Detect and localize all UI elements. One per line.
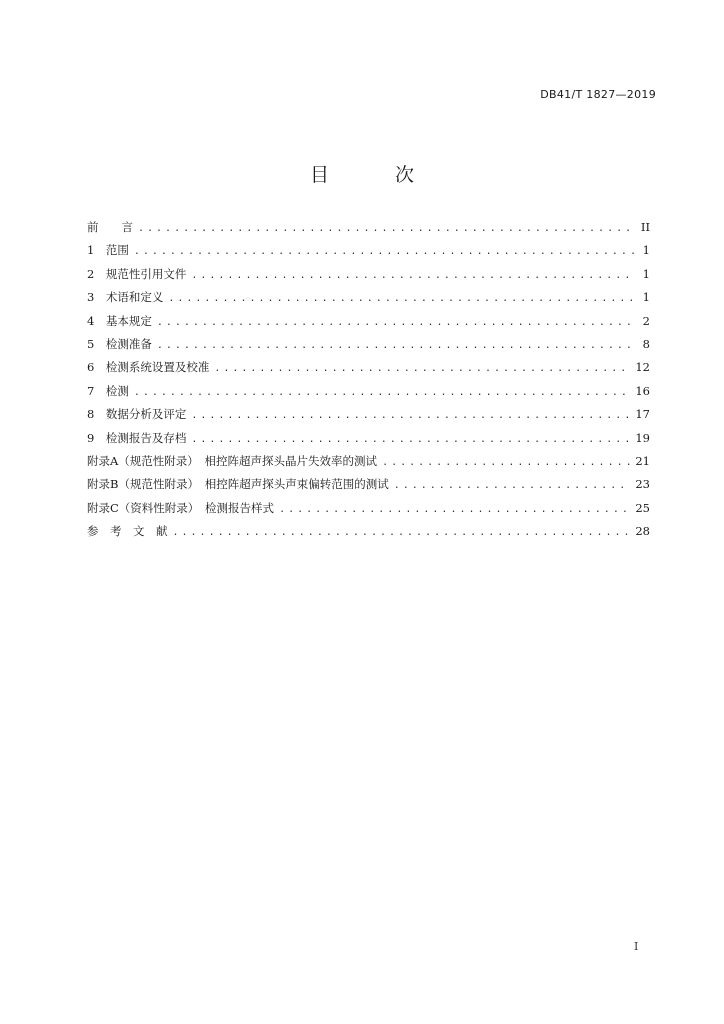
toc-page-number: 1: [642, 266, 650, 281]
toc-page-number: 8: [642, 336, 650, 351]
toc-label: 8 数据分析及评定: [87, 407, 187, 422]
toc-page-number: 1: [642, 290, 650, 305]
document-code: DB41/T 1827—2019: [540, 88, 656, 101]
toc-leader-dots: [138, 223, 635, 234]
toc-page-number: II: [640, 220, 650, 234]
toc-item-appendix-b[interactable]: [87, 476, 650, 499]
toc-page-number: 21: [635, 453, 650, 468]
toc-leader-dots: [382, 457, 630, 468]
toc-page-number: 25: [635, 500, 650, 515]
toc-leader-dots: [394, 480, 631, 491]
toc-label: 3 术语和定义: [87, 290, 164, 305]
toc-page-number: 19: [635, 430, 650, 445]
toc-label: 4 基本规定: [87, 313, 152, 328]
toc-leader-dots: [173, 527, 631, 538]
toc-item-system-setup-calibration[interactable]: [87, 359, 650, 382]
toc-label: 2 规范性引用文件: [87, 266, 187, 281]
toc-leader-dots: [191, 434, 630, 445]
toc-item-report-archiving[interactable]: [87, 430, 650, 453]
toc-page-number: 16: [635, 383, 650, 398]
toc-item-bibliography[interactable]: [87, 523, 650, 546]
toc-item-basic-provisions[interactable]: [87, 313, 650, 336]
toc-label: 7 检测: [87, 383, 129, 398]
toc-item-scope[interactable]: [87, 242, 650, 265]
toc-page-number: 2: [642, 313, 650, 328]
toc-leader-dots: [157, 317, 635, 328]
toc-label: 9 检测报告及存档: [87, 430, 187, 445]
page-title: 目 次: [309, 164, 445, 186]
toc-item-appendix-a[interactable]: [87, 453, 650, 476]
toc-item-normative-references[interactable]: [87, 266, 650, 289]
toc-item-inspection[interactable]: [87, 383, 650, 406]
toc-item-appendix-c[interactable]: [87, 500, 650, 523]
toc-item-terms-definitions[interactable]: [87, 289, 650, 312]
toc-label: 1 范围: [87, 243, 129, 258]
toc-leader-dots: [157, 340, 635, 351]
table-of-contents: [87, 219, 650, 546]
toc-leader-dots: [191, 270, 635, 281]
toc-leader-dots: [168, 293, 635, 304]
toc-item-data-analysis[interactable]: [87, 406, 650, 429]
toc-page-number: 23: [635, 477, 650, 492]
toc-item-preface[interactable]: [87, 219, 650, 242]
toc-item-inspection-preparation[interactable]: [87, 336, 650, 359]
toc-page-number: 12: [635, 360, 650, 375]
toc-label: 附录B（规范性附录） 相控阵超声探头声束偏转范围的测试: [87, 477, 389, 492]
toc-page-number: 1: [642, 243, 650, 258]
toc-page-number: 28: [635, 524, 650, 539]
toc-leader-dots: [134, 387, 631, 398]
toc-leader-dots: [214, 363, 630, 374]
toc-leader-dots: [191, 410, 630, 421]
toc-leader-dots: [134, 246, 635, 257]
toc-label: 前 言: [87, 220, 133, 234]
toc-leader-dots: [279, 504, 630, 515]
toc-label: 5 检测准备: [87, 336, 152, 351]
toc-page-number: 17: [635, 407, 650, 422]
page-number-footer: I: [634, 940, 639, 953]
toc-label: 6 检测系统设置及校准: [87, 360, 210, 375]
toc-label: 附录C（资料性附录） 检测报告样式: [87, 500, 275, 515]
toc-label: 参 考 文 献: [87, 524, 168, 539]
toc-label: 附录A（规范性附录） 相控阵超声探头晶片失效率的测试: [87, 453, 378, 468]
